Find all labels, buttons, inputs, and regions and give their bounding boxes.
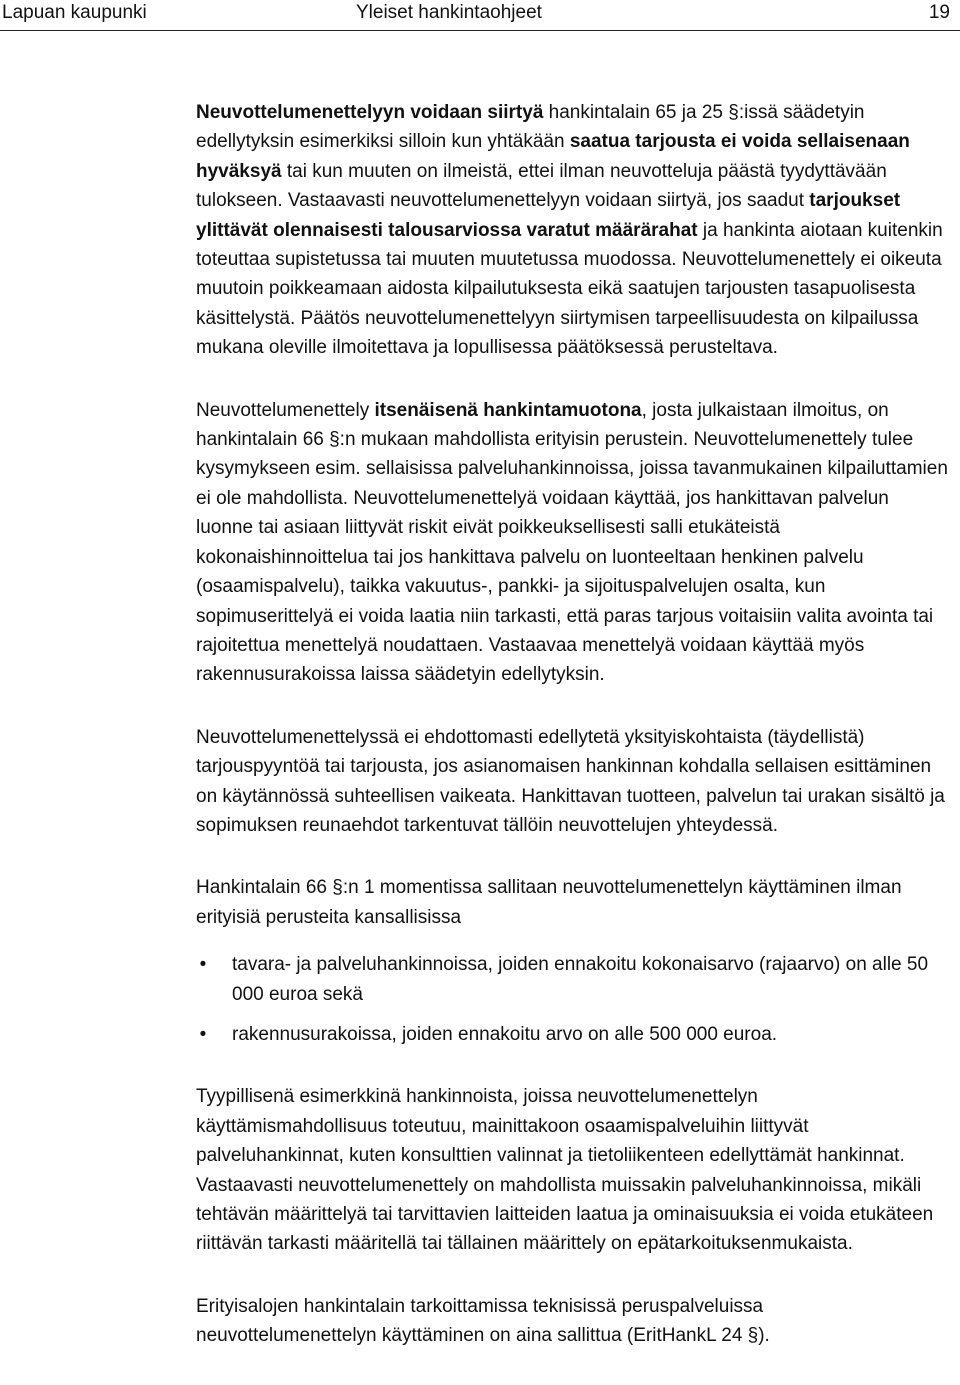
list-item: [196, 1020, 948, 1049]
paragraph-typical-examples: Tyypillisenä esimerkkinä hankinnoista, joissa neuvottelumenettelyn käyttämismahdollisuus toteutuu, mainittakoon osaamispalveluihin liittyvät palveluhankinnat, kuten konsulttien valinnat ja tietoliikenteen edellyttämät hankinnat. Vastaavasti neuvottelumenettely on mahdollista muissakin palveluhankinnoissa, mikäli tehtävän määrittelyä tai tarvittavien laitteiden laatua ja ominaisuuksia ei voida etukäteen riittävän tarkasti määritellä tai tällainen määrittely on epätarkoituksenmukaista.: [196, 1086, 934, 1255]
bullet-icon: •: [199, 1023, 207, 1045]
list-item: [196, 950, 948, 1009]
text-segment: tai kun muuten on ilmeistä, ettei ilman neuvotteluja päästä tyydyttävään tulokseen. Vastaavasti neuvottelumenettelyyn voidaan siirtyä, jos saadut: [196, 160, 887, 212]
paragraph-negotiated-procedure-conditions: [196, 98, 948, 363]
paragraph-special-sectors: Erityisalojen hankintalain tarkoittamissa teknisissä peruspalveluissa neuvottelumenettelyn käyttäminen on aina sallittua (EritHankL 24 §).: [196, 1295, 770, 1347]
paragraph-request-for-tender: Neuvottelumenettelyssä ei ehdottomasti edellytetä yksityiskohtaista (täydellistä) tarjouspyyntöä tai tarjousta, jos asianomaisen hankinnan kohdalla sellaisen esittäminen on käytännössä suhteellisen vaikeata. Hankittavan tuotteen, palvelun tai urakan sisältö ja sopimuksen reunaehdot tarkentuvat tällöin neuvottelujen yhteydessä.: [196, 726, 945, 836]
paragraph-independent-procurement-form: [196, 396, 948, 690]
list-item-text: tavara- ja palveluhankinnoissa, joiden ennakoitu kokonaisarvo (rajaarvo) on alle 50 000 euroa sekä: [232, 954, 929, 1005]
bullet-icon: •: [199, 954, 207, 976]
header-document-title: Yleiset hankintaohjeet: [356, 2, 542, 23]
text-segment: Neuvottelumenettely: [196, 399, 375, 421]
text-segment: ja hankinta aiotaan kuitenkin toteuttaa supistetussa tai muuten muutetussa muodossa. Neuvottelumenettely ei oikeuta muutoin poikkeamaan aidosta kilpailutuksesta eikä saatujen tarjousten tasapuolisesta käsittelystä. Päätös neuvottelumenettelyyn siirtymisen tarpeellisuudesta on kilpailussa mukana oleville ilmoitettava ja lopullisessa päätöksessä perusteltava.: [196, 219, 943, 359]
bold-phrase: Neuvottelumenettelyyn voidaan siirtyä: [196, 102, 544, 123]
document-body: [196, 98, 948, 1351]
list-item-text: rakennusurakoissa, joiden ennakoitu arvo on alle 500 000 euroa.: [232, 1023, 778, 1045]
bold-phrase: saatua tarjousta ei voida sellaisenaan hyväksyä: [196, 131, 910, 182]
text-segment: hankintalain 65 ja 25 §:issä säädetyin edellytyksin esimerkiksi silloin kun yhtäkään: [196, 102, 865, 153]
list-spacer: [196, 1009, 948, 1020]
bold-phrase: tarjoukset ylittävät olennaisesti talousarviossa varatut määrärahat: [196, 190, 901, 241]
header-organization: Lapuan kaupunki: [2, 2, 147, 23]
paragraph-national-thresholds: Hankintalain 66 §:n 1 momentissa sallitaan neuvottelumenettelyn käyttäminen ilman erityisiä perusteita kansallisissa: [196, 877, 902, 928]
bold-phrase: itsenäisenä hankintamuotona: [374, 399, 642, 421]
page-header: [0, 0, 960, 31]
text-segment: , josta julkaistaan ilmoitus, on hankintalain 66 §:n mukaan mahdollista erityisin perustein. Neuvottelumenettely tulee kysymykseen esim. sellaisissa palveluhankinnoissa, joissa tavanmukainen kilpailuttamien ei ole mahdollista. Neuvottelumenettelyä voidaan käyttää, jos hankittavan palvelun luonne tai asiaan liittyvät riskit eivät poikkeuksellisesti salli etukäteistä kokonaishinnoittelua tai jos hankittava palvelu on luonteeltaan henkinen palvelu (osaamispalvelu), taikka vakuutus-, pankki- ja sijoituspalvelujen osalta, kun sopimuserittelyä ei voida laatia niin tarkasti, että paras tarjous voitaisiin valita avointa tai rajoitettua menettelyä noudattaen. Vastaavaa menettelyä voidaan käyttää myös rakennusurakoissa laissa säädetyin edellytyksin.: [196, 399, 948, 686]
threshold-list: [196, 950, 948, 1049]
header-page-number: 19: [928, 2, 950, 23]
